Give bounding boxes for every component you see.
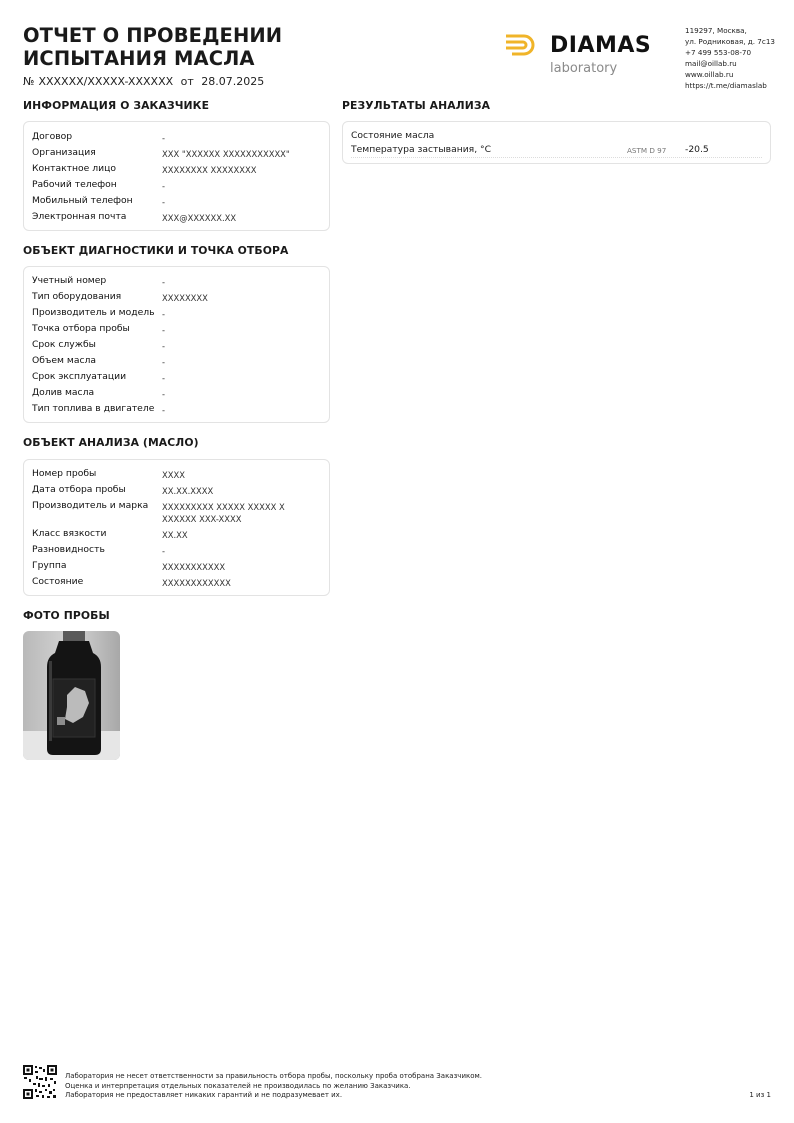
row-value-multiline [162, 500, 285, 525]
row-value: XXXXXXXXXXXX [162, 578, 231, 588]
row-label: Учетный номер [32, 275, 107, 286]
oil-row [32, 560, 225, 573]
row-value: - [162, 309, 166, 319]
row-value-line-1: XXXXXXXXX XXXXX XXXXX X [162, 502, 285, 512]
object-section-title: ОБЪЕКТ ДИАГНОСТИКИ И ТОЧКА ОТБОРА [23, 244, 289, 257]
row-value: - [162, 277, 166, 287]
customer-row [32, 211, 236, 224]
row-value: XXXXXXXX [162, 293, 208, 303]
row-value: - [162, 389, 166, 399]
sample-bottle-image [23, 631, 120, 760]
footer-line: Лаборатория не предоставляет никаких гарантий и не подразумевает их. [65, 1091, 343, 1100]
number-prefix: № [23, 75, 35, 88]
customer-info-box [23, 121, 330, 231]
result-method: ASTM D 97 [627, 146, 667, 155]
customer-row [32, 147, 290, 160]
results-section-title: РЕЗУЛЬТАТЫ АНАЛИЗА [342, 99, 491, 112]
row-label: Мобильный телефон [32, 195, 133, 206]
customer-row [32, 179, 165, 192]
logo-sub-text: laboratory [550, 61, 618, 76]
report-number: XXXXXX/XXXXX-XXXXXX [38, 75, 174, 88]
object-row [32, 323, 165, 336]
row-label: Долив масла [32, 387, 95, 398]
contact-telegram: https://t.me/diamaslab [685, 81, 767, 91]
contact-website: www.oillab.ru [685, 70, 734, 80]
row-value-line-2: XXXXXX XXX-XXXX [162, 514, 242, 524]
page-number: 1 из 1 [749, 1091, 771, 1099]
customer-row [32, 163, 256, 176]
row-label: Производитель и марка [32, 500, 149, 511]
row-label: Дата отбора пробы [32, 484, 126, 495]
report-title-line-1: ОТЧЕТ О ПРОВЕДЕНИИ [23, 24, 283, 47]
row-label: Договор [32, 131, 73, 142]
row-value: - [162, 373, 166, 383]
report-date: 28.07.2025 [201, 75, 265, 88]
row-value: - [162, 546, 166, 556]
object-row [32, 275, 165, 288]
footer-line: Оценка и интерпретация отдельных показателей не производилась по желанию Заказчика. [65, 1081, 411, 1090]
contact-phone: +7 499 553-08-70 [685, 48, 752, 58]
object-row [32, 307, 165, 320]
row-label: Контактное лицо [32, 163, 116, 174]
row-value: XXXXXXXX XXXXXXXX [162, 165, 257, 175]
qr-code-icon [23, 1065, 57, 1099]
row-value: - [162, 133, 166, 143]
row-label: Электронная почта [32, 211, 127, 222]
object-row [32, 291, 208, 304]
row-value: - [162, 197, 166, 207]
row-label: Группа [32, 560, 67, 571]
result-value: -20.5 [685, 144, 709, 155]
oil-section-title: ОБЪЕКТ АНАЛИЗА (МАСЛО) [23, 436, 199, 449]
result-row [351, 144, 762, 158]
row-label: Срок эксплуатации [32, 371, 127, 382]
sample-photo [23, 631, 120, 760]
object-row [32, 403, 165, 416]
row-value: - [162, 181, 166, 191]
row-value: XXXXXXXXXXX [162, 562, 226, 572]
document-number [23, 75, 268, 88]
date-prefix: от [180, 75, 194, 88]
row-value: - [162, 325, 166, 335]
row-label: Состояние [32, 576, 84, 587]
results-group-title: Состояние масла [351, 130, 435, 141]
contact-email: mail@oillab.ru [685, 59, 737, 69]
diamas-logo [504, 33, 669, 79]
customer-row [32, 131, 165, 144]
row-label: Производитель и модель [32, 307, 155, 318]
row-label: Организация [32, 147, 96, 158]
oil-row [32, 468, 185, 481]
row-label: Срок службы [32, 339, 96, 350]
object-row [32, 355, 165, 368]
row-label: Номер пробы [32, 468, 97, 479]
row-label: Тип оборудования [32, 291, 122, 302]
row-label: Точка отбора пробы [32, 323, 130, 334]
contact-address-2: ул. Родниковая, д. 7с13 [685, 37, 775, 47]
object-row [32, 371, 165, 384]
oil-row [32, 484, 213, 497]
row-label: Объем масла [32, 355, 97, 366]
result-name: Температура застывания, °С [351, 144, 492, 155]
contact-address-1: 119297, Москва, [685, 26, 747, 35]
row-value: - [162, 341, 166, 351]
footer-line: Лаборатория не несет ответственности за правильность отбора пробы, поскольку проба отобрана Заказчиком. [65, 1072, 483, 1080]
oil-row [32, 528, 188, 541]
results-box [342, 121, 771, 164]
object-info-box [23, 266, 330, 423]
logo-brand-text: DIAMAS [550, 33, 652, 58]
row-value: - [162, 405, 166, 415]
row-label: Разновидность [32, 544, 105, 555]
contact-block [685, 25, 775, 92]
row-label: Тип топлива в двигателе [32, 403, 155, 414]
row-value: XXX@XXXXXX.XX [162, 213, 237, 223]
footer-disclaimer [65, 1072, 482, 1101]
object-row [32, 387, 165, 400]
row-label: Класс вязкости [32, 528, 107, 539]
row-value: XX.XX.XXXX [162, 486, 214, 496]
report-title-line-2: ИСПЫТАНИЯ МАСЛА [23, 47, 255, 70]
oil-row [32, 544, 165, 557]
row-label: Рабочий телефон [32, 179, 117, 190]
oil-row [32, 576, 231, 589]
oil-info-box [23, 459, 330, 596]
object-row [32, 339, 165, 352]
row-value: XXX "XXXXXX XXXXXXXXXXX" [162, 149, 290, 159]
row-value: XX.XX [162, 530, 188, 540]
row-value: - [162, 357, 166, 367]
report-title [23, 24, 282, 70]
diamas-logo-mark-icon [504, 34, 538, 56]
photo-section-title: ФОТО ПРОБЫ [23, 609, 110, 622]
row-value: XXXX [162, 470, 185, 480]
customer-row [32, 195, 165, 208]
customer-section-title: ИНФОРМАЦИЯ О ЗАКАЗЧИКЕ [23, 99, 210, 112]
oil-row [32, 500, 285, 525]
